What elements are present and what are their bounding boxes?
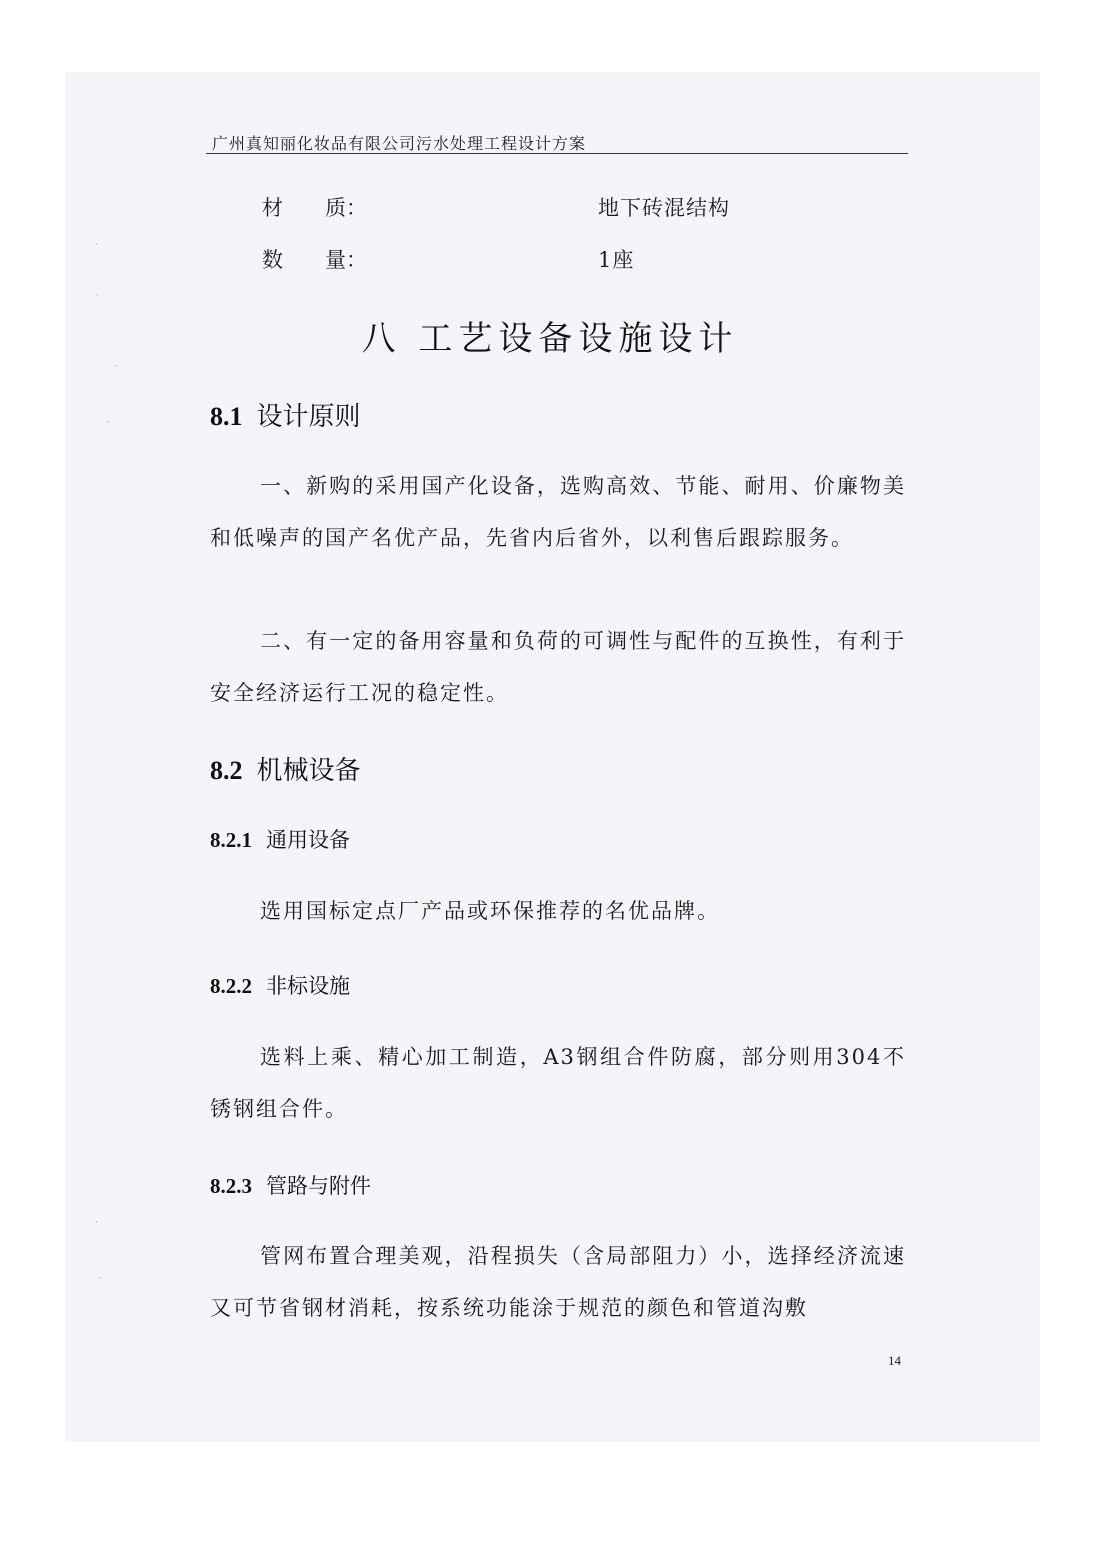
scan-speck: · [95,240,98,250]
chapter-title: 八 工艺设备设施设计 [361,319,739,359]
subsection-number: 8.2.2 [210,974,252,998]
scan-speck: · [96,291,99,301]
spec-value-quantity: 1座 [598,248,635,272]
scan-speck: · [98,1274,101,1284]
scan-speck: · [114,362,117,372]
section-title: 机械设备 [256,756,361,786]
subsection-heading-8-2-3 [210,1170,371,1200]
spec-label-material: 材 质： [262,196,367,220]
subsection-number: 8.2.1 [210,828,252,852]
scan-speck: · [95,1218,98,1228]
subsection-heading-8-2-1 [210,824,350,854]
paragraph-general-equipment: 选用国标定点厂产品或环保推荐的名优品牌。 [260,899,720,923]
section-number: 8.2 [210,756,243,785]
spec-label-quantity: 数 量： [262,248,367,272]
header-rule [206,153,908,154]
paragraph-pipes-fittings: 管网布置合理美观，沿程损失（含局部阻力）小，选择经济流速又可节省钢材消耗，按系统功能涂于规范的颜色和管道沟敷 [210,1244,906,1320]
running-header: 广州真知丽化妆品有限公司污水处理工程设计方案 [212,134,587,153]
subsection-heading-8-2-2 [210,970,350,1000]
scan-speck: · [107,418,110,428]
subsection-title: 管路与附件 [266,1174,371,1198]
subsection-number: 8.2.3 [210,1174,252,1198]
section-number: 8.1 [210,402,243,431]
paragraph-nonstandard-facilities: 选料上乘、精心加工制造，A3钢组合件防腐，部分则用304不锈钢组合件。 [210,1045,906,1121]
page-number: 14 [888,1353,901,1368]
subsection-title: 通用设备 [266,828,350,852]
subsection-title: 非标设施 [266,974,350,998]
section-title: 设计原则 [256,402,361,432]
spec-value-material: 地下砖混结构 [598,196,730,220]
paragraph-principle-1: 一、新购的采用国产化设备，选购高效、节能、耐用、价廉物美和低噪声的国产名优产品，先省内后省外，以利售后跟踪服务。 [210,474,906,550]
paragraph-principle-2: 二、有一定的备用容量和负荷的可调性与配件的互换性，有利于安全经济运行工况的稳定性。 [210,629,906,705]
section-heading-8-1 [210,396,361,433]
section-heading-8-2 [210,750,361,787]
